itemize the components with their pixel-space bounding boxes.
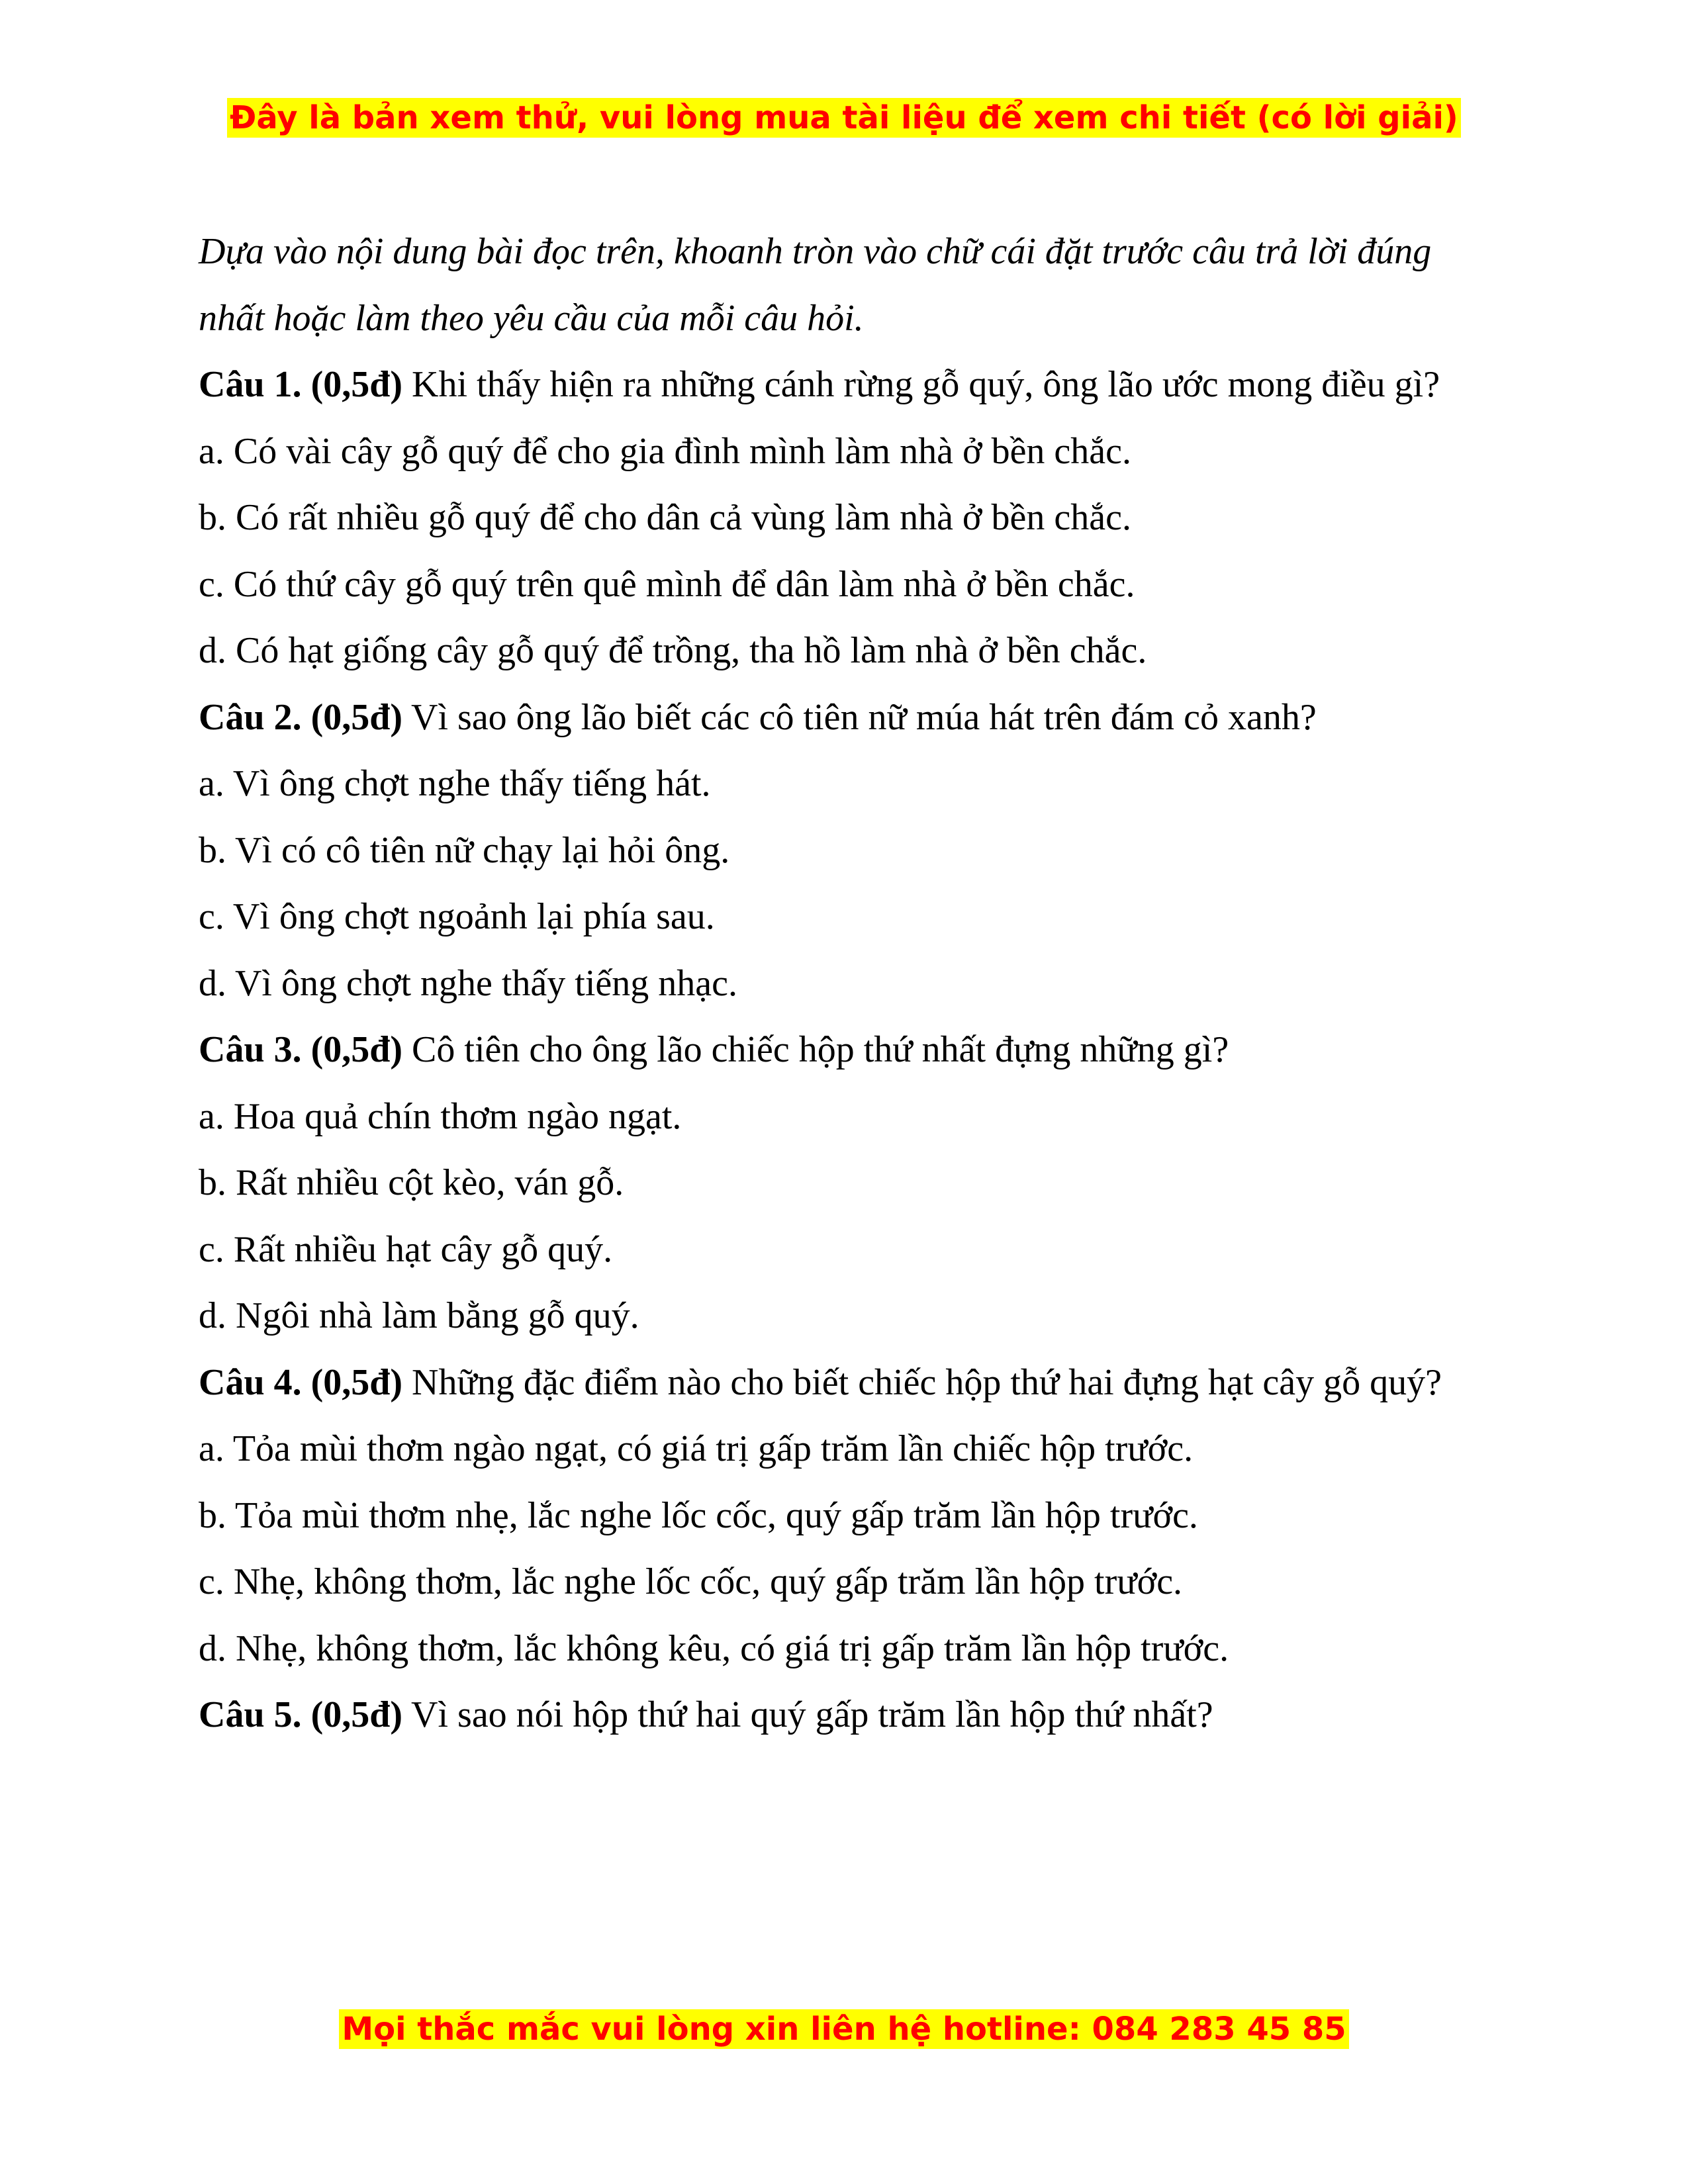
question-section [199, 218, 1496, 1749]
question-2-label: Câu 2. (0,5đ) [199, 696, 403, 738]
question-3-option-a: a. Hoa quả chín thơm ngào ngạt. [199, 1095, 682, 1137]
question-1-text: Khi thấy hiện ra những cánh rừng gỗ quý, ông lão ước mong điều gì? [412, 364, 1440, 405]
question-1-label: Câu 1. (0,5đ) [199, 364, 403, 405]
question-4 [199, 1349, 1496, 1416]
preview-notice-text: Đây là bản xem thử, vui lòng mua tài liệu để xem chi tiết (có lời giải) [227, 98, 1461, 138]
question-1-option-d: d. Có hạt giống cây gỗ quý để trồng, tha hồ làm nhà ở bền chắc. [199, 630, 1147, 671]
question-4-option-d: d. Nhẹ, không thơm, lắc không kêu, có giá trị gấp trăm lần hộp trước. [199, 1627, 1229, 1669]
question-4-label: Câu 4. (0,5đ) [199, 1361, 403, 1403]
question-4-option-b: b. Tỏa mùi thơm nhẹ, lắc nghe lốc cốc, quý gấp trăm lần hộp trước. [199, 1494, 1198, 1536]
question-5 [199, 1682, 1496, 1749]
question-1-option-c: c. Có thứ cây gỗ quý trên quê mình để dân làm nhà ở bền chắc. [199, 563, 1135, 605]
question-3-option-d: d. Ngôi nhà làm bằng gỗ quý. [199, 1295, 639, 1336]
question-4-option-c: c. Nhẹ, không thơm, lắc nghe lốc cốc, quý gấp trăm lần hộp trước. [199, 1561, 1183, 1602]
question-2 [199, 684, 1496, 751]
question-2-text: Vì sao ông lão biết các cô tiên nữ múa hát trên đám cỏ xanh? [411, 696, 1317, 738]
question-3-text: Cô tiên cho ông lão chiếc hộp thứ nhất đựng những gì? [412, 1029, 1229, 1070]
hotline-banner [0, 2009, 1688, 2049]
question-5-label: Câu 5. (0,5đ) [199, 1694, 403, 1735]
question-3-option-c: c. Rất nhiều hạt cây gỗ quý. [199, 1228, 613, 1270]
question-3-label: Câu 3. (0,5đ) [199, 1029, 403, 1070]
question-1 [199, 351, 1496, 418]
hotline-text: Mọi thắc mắc vui lòng xin liên hệ hotline: 084 283 45 85 [339, 2009, 1348, 2049]
question-4-option-a: a. Tỏa mùi thơm ngào ngạt, có giá trị gấp trăm lần chiếc hộp trước. [199, 1428, 1194, 1469]
question-2-option-c: c. Vì ông chợt ngoảnh lại phía sau. [199, 896, 715, 937]
instructions-text: Dựa vào nội dung bài đọc trên, khoanh tròn vào chữ cái đặt trước câu trả lời đúng nhất hoặc làm theo yêu cầu của mỗi câu hỏi. [199, 231, 1432, 339]
question-3-option-b: b. Rất nhiều cột kèo, ván gỗ. [199, 1162, 624, 1203]
question-1-option-b: b. Có rất nhiều gỗ quý để cho dân cả vùng làm nhà ở bền chắc. [199, 497, 1131, 538]
question-1-option-a: a. Có vài cây gỗ quý để cho gia đình mình làm nhà ở bền chắc. [199, 430, 1131, 472]
question-3 [199, 1017, 1496, 1083]
question-2-option-d: d. Vì ông chợt nghe thấy tiếng nhạc. [199, 962, 737, 1004]
question-2-option-a: a. Vì ông chợt nghe thấy tiếng hát. [199, 763, 711, 804]
question-2-option-b: b. Vì có cô tiên nữ chạy lại hỏi ông. [199, 829, 730, 871]
question-5-text: Vì sao nói hộp thứ hai quý gấp trăm lần hộp thứ nhất? [411, 1694, 1213, 1735]
question-4-text: Những đặc điểm nào cho biết chiếc hộp thứ hai đựng hạt cây gỗ quý? [412, 1361, 1442, 1403]
preview-notice-banner [0, 98, 1688, 138]
